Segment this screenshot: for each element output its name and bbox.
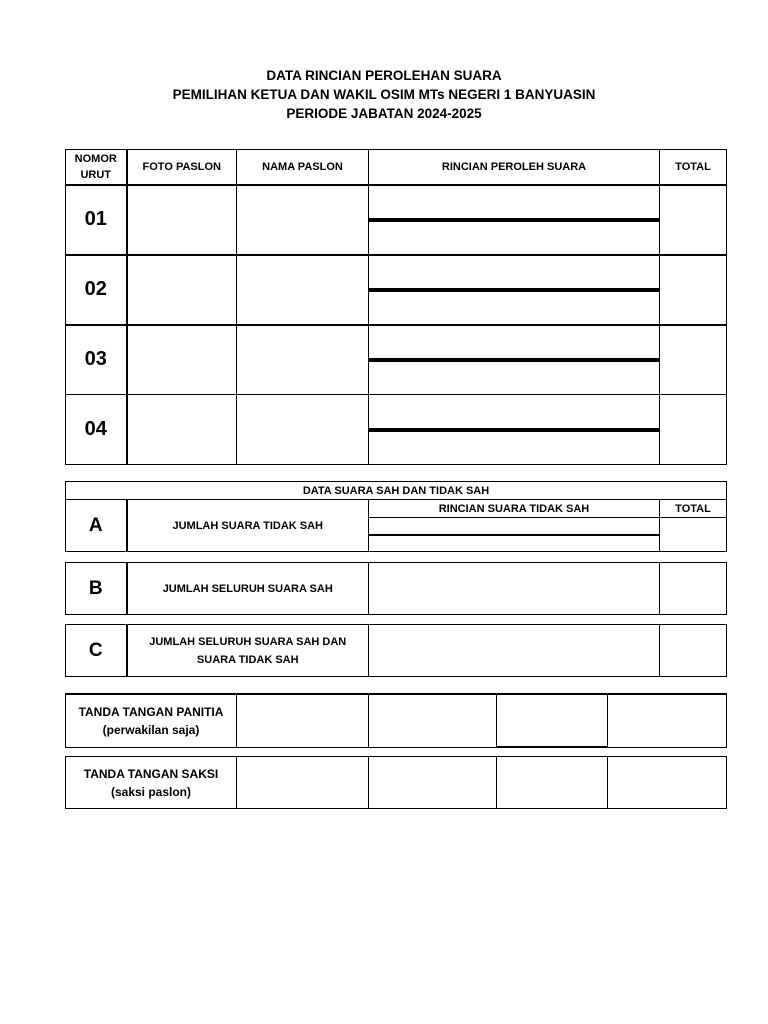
suara-total-detail-cell[interactable] [369, 625, 660, 677]
signature-box[interactable] [237, 757, 369, 809]
rincian-tidak-sah-line[interactable] [369, 535, 660, 552]
nama-paslon-cell[interactable] [237, 395, 369, 465]
title-line-2: PEMILIHAN KETUA DAN WAKIL OSIM MTs NEGERI 1 BANYUASIN [172, 87, 596, 102]
header-nomor-label: NOMOR [74, 152, 117, 165]
header-urut-label: URUT [80, 168, 112, 181]
suara-total-cell[interactable] [660, 625, 727, 677]
sah-section-title: DATA SUARA SAH DAN TIDAK SAH [66, 482, 727, 500]
nomor-urut-cell: 04 [66, 395, 127, 465]
nomor-urut-cell: 01 [66, 185, 127, 255]
signature-box[interactable] [369, 694, 497, 747]
foto-paslon-cell[interactable] [127, 255, 237, 325]
rincian-cell[interactable] [369, 185, 660, 255]
suara-sah-total-cell[interactable] [660, 563, 727, 615]
nomor-urut-cell: 03 [66, 325, 127, 395]
total-tidak-sah-header: TOTAL [660, 500, 727, 518]
label-line-1: JUMLAH SELURUH SUARA SAH DAN [149, 635, 347, 648]
foto-paslon-cell[interactable] [127, 395, 237, 465]
section-c-table [65, 624, 727, 677]
panitia-label-line-2: (perwakilan saja) [102, 722, 200, 737]
table-row [66, 395, 727, 465]
signature-box[interactable] [608, 757, 727, 809]
nomor-urut-cell: 02 [66, 255, 127, 325]
total-cell[interactable] [660, 325, 727, 395]
section-a-letter: A [66, 500, 127, 552]
document-title [0, 66, 768, 123]
table-row [66, 255, 727, 325]
suara-sah-detail-cell[interactable] [369, 563, 660, 615]
header-rincian: RINCIAN PEROLEH SUARA [369, 150, 660, 185]
header-nomor-urut [66, 150, 127, 185]
total-cell[interactable] [660, 395, 727, 465]
header-foto-paslon: FOTO PASLON [127, 150, 237, 185]
table-row [66, 185, 727, 255]
signature-box[interactable] [497, 694, 608, 747]
signature-box[interactable] [237, 694, 369, 747]
total-cell[interactable] [660, 255, 727, 325]
rincian-cell[interactable] [369, 255, 660, 325]
nama-paslon-cell[interactable] [237, 325, 369, 395]
table-header-row [66, 150, 727, 185]
saksi-label-line-1: TANDA TANGAN SAKSI [83, 766, 219, 781]
vote-detail-table [65, 149, 727, 465]
signature-panitia-table [65, 693, 727, 748]
nama-paslon-cell[interactable] [237, 255, 369, 325]
section-a-table [65, 481, 727, 552]
section-c-letter: C [66, 625, 127, 677]
panitia-label-line-1: TANDA TANGAN PANITIA [78, 704, 224, 719]
panitia-label [66, 694, 237, 747]
signature-saksi-table [65, 756, 727, 809]
total-tidak-sah-cell[interactable] [660, 518, 727, 552]
nama-paslon-cell[interactable] [237, 185, 369, 255]
saksi-label [66, 757, 237, 809]
foto-paslon-cell[interactable] [127, 185, 237, 255]
rincian-suara-tidak-sah-header: RINCIAN SUARA TIDAK SAH [369, 500, 660, 518]
saksi-label-line-2: (saksi paslon) [110, 784, 192, 799]
signature-box[interactable] [497, 757, 608, 809]
label-line-2: SUARA TIDAK SAH [196, 653, 299, 666]
section-b-table [65, 562, 727, 615]
foto-paslon-cell[interactable] [127, 325, 237, 395]
title-line-3: PERIODE JABATAN 2024-2025 [286, 106, 482, 121]
header-nama-paslon: NAMA PASLON [237, 150, 369, 185]
jumlah-seluruh-suara-label [127, 625, 369, 677]
rincian-cell[interactable] [369, 325, 660, 395]
signature-box[interactable] [369, 757, 497, 809]
jumlah-seluruh-suara-sah-label: JUMLAH SELURUH SUARA SAH [127, 563, 369, 615]
table-row [66, 325, 727, 395]
header-total: TOTAL [660, 150, 727, 185]
signature-box[interactable] [608, 694, 727, 747]
jumlah-suara-tidak-sah-label: JUMLAH SUARA TIDAK SAH [127, 500, 369, 552]
total-cell[interactable] [660, 185, 727, 255]
title-line-1: DATA RINCIAN PEROLEHAN SUARA [266, 68, 502, 83]
rincian-cell[interactable] [369, 395, 660, 465]
rincian-tidak-sah-line[interactable] [369, 518, 660, 535]
section-b-letter: B [66, 563, 127, 615]
